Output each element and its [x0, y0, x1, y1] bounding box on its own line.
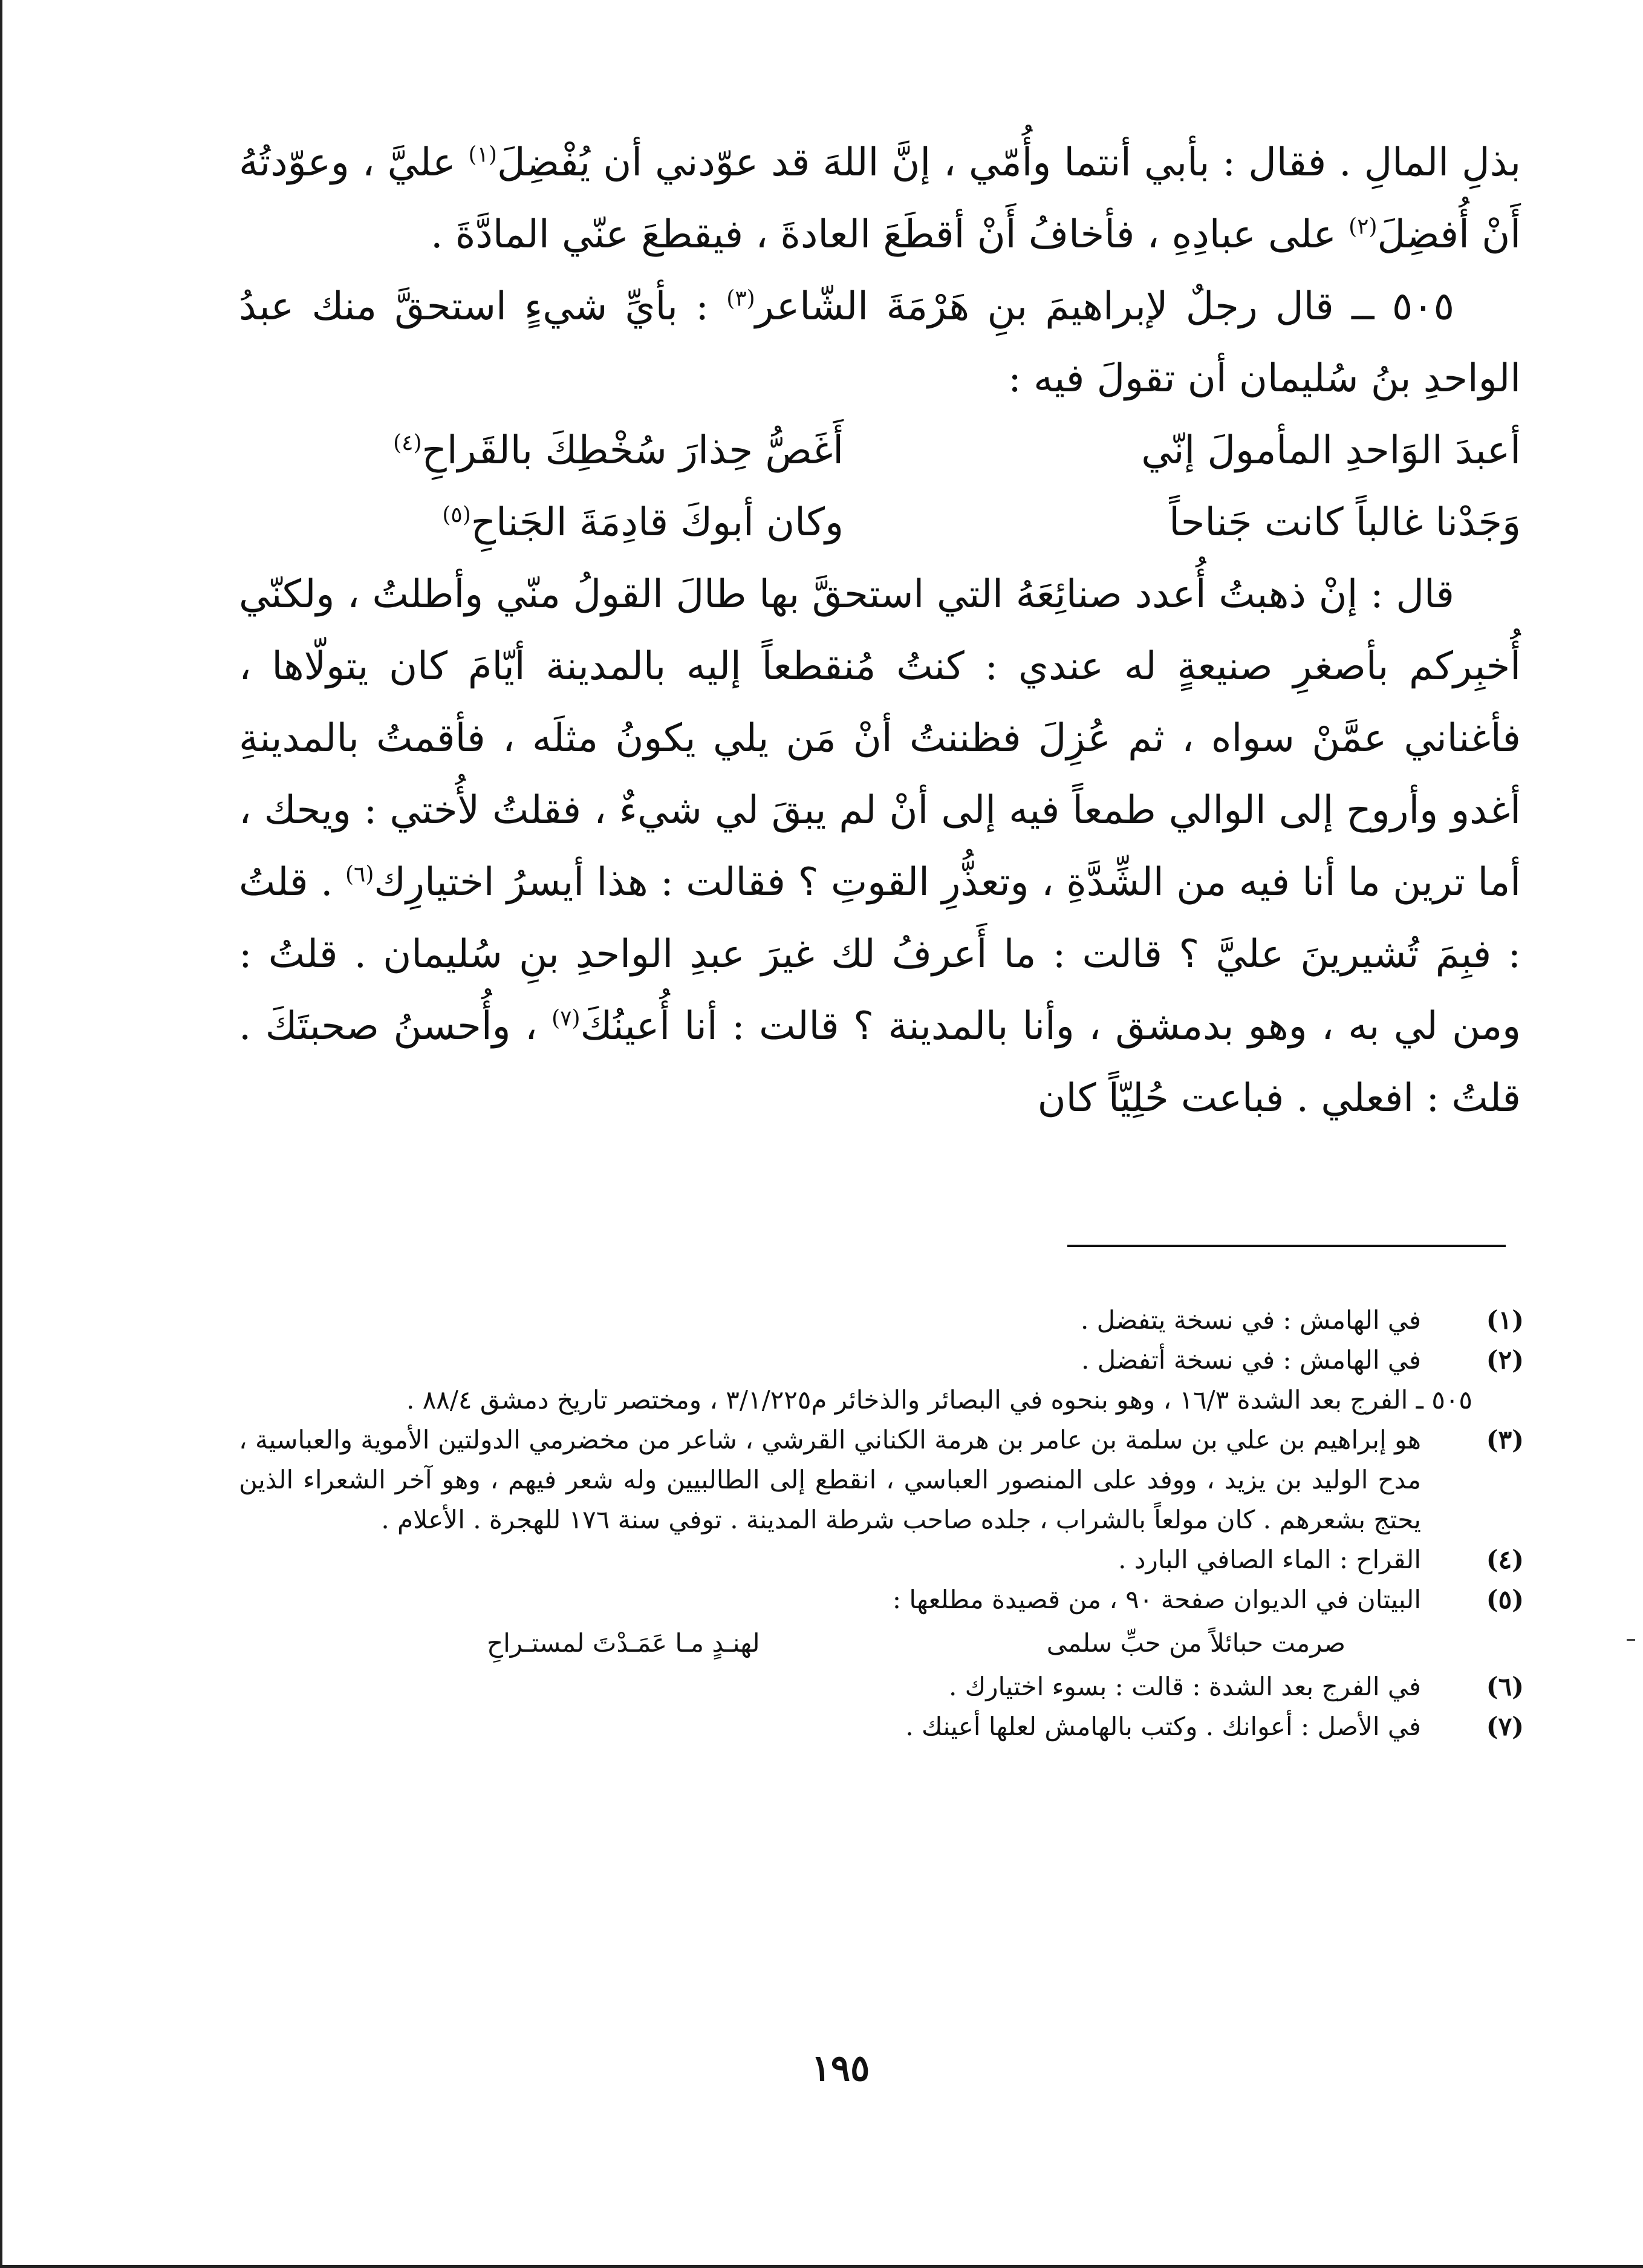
- page-number: ١٩٥: [811, 2047, 870, 2090]
- text-run: عليَّ ،: [362, 140, 456, 185]
- footnote-1: [239, 1300, 1524, 1340]
- footnote-text: في الهامش : في نسخة يتفضل .: [1080, 1305, 1421, 1335]
- verse-text: وكان أبوكَ قادِمَةَ الجَناحِ: [470, 500, 844, 545]
- main-text: [239, 127, 1521, 1135]
- paragraph-continuation: [239, 127, 1521, 271]
- footnote-ref-3[interactable]: (٣): [726, 286, 755, 311]
- footnote-text: في الهامش : في نسخة أتفضل .: [1081, 1345, 1421, 1375]
- verse-text: أعبدَ الوَاحدِ المأمولَ إنّي: [1141, 428, 1521, 473]
- footnote-text: في الأصل : أعوانك . وكتب بالهامش لعلها أعينك .: [905, 1712, 1421, 1741]
- text-run: . قلتُ : فبِمَ تُشيرينَ عليَّ ؟ قالت : ما أَعرفُ لك غيرَ عبدِ الواحدِ بنِ سُليمان . قلتُ : ومن لي به ، وهو بدمشق ، وأنا بالمدينة ؟ قالت : أنا أُعينُكَ: [239, 860, 1521, 1049]
- footnotes: [239, 1300, 1524, 1747]
- footnote-source-505: [239, 1380, 1472, 1420]
- footnote-2: [239, 1340, 1524, 1380]
- verse-hemistich: [898, 487, 1521, 559]
- text-run: عبدُ الواحدِ بنُ سُليمان أن تقولَ فيه :: [239, 284, 1521, 401]
- verse-line-2: [239, 487, 1521, 559]
- footnote-6: [239, 1667, 1524, 1707]
- footnote-5: [239, 1580, 1524, 1620]
- margin-tick: [1627, 1639, 1635, 1641]
- verse-hemistich: وكان أبوكَ قادِمَةَ الجَناحِ(٥): [239, 487, 844, 559]
- footnote-number: (٢): [1486, 1345, 1524, 1375]
- footnote-number: (٦): [1486, 1672, 1524, 1701]
- text-run: : بأيِّ شيءٍ استحقَّ منك: [311, 284, 709, 329]
- footnote-number: (٤): [1486, 1545, 1524, 1574]
- footnote-verse-hemistich: لهنـدٍ مـا عَمَـدْتَ لمستـراحِ: [487, 1628, 760, 1658]
- text-run: وعوّدتُهُ أَنْ أُفضِلَ: [239, 140, 1521, 257]
- text-run: بذلِ المالِ . فقال : بأبي أنتما وأُمّي ، إنَّ اللهَ قد عوّدني أن يُفْضِلَ: [496, 140, 1521, 185]
- verse-text: وَجَدْنا غالباً كانت جَناحاً: [1169, 500, 1521, 545]
- footnote-4: [239, 1540, 1524, 1580]
- verse-hemistich: أَغَصُّ حِذارَ سُخْطِكَ بالقَراحِ(٤): [239, 415, 844, 487]
- paragraph-story: [239, 559, 1521, 1135]
- footnote-text: القراح : الماء الصافي البارد .: [1118, 1545, 1421, 1574]
- footnote-ref-2[interactable]: (٢): [1349, 214, 1378, 240]
- text-run: ٥٠٥ ــ قال رجلٌ لإبراهيمَ بنِ هَرْمَةَ الشّاعر: [755, 284, 1455, 329]
- footnote-text: ٥٠٥ ـ الفرج بعد الشدة ١٦/٣ ، وهو بنحوه في البصائر والذخائر م٣/١/٢٢٥ ، ومختصر تاريخ دمشق ٨٨/٤ .: [406, 1385, 1472, 1415]
- footnote-ref-6[interactable]: (٦): [345, 862, 374, 887]
- footnote-3: [239, 1420, 1524, 1540]
- footnote-7: [239, 1707, 1524, 1747]
- footnote-text: هو إبراهيم بن علي بن سلمة بن عامر بن هرمة الكناني القرشي ، شاعر من مخضرمي الدولتين الأموية والعباسية ، مدح الوليد بن يزيد ، ووفد على المنصور العباسي ، انقطع إلى الطالبيين وله شعر فيهم ، وهو آخر الشعراء الذين يحتج بشعرهم . كان مولعاً بالشراب ، جلده صاحب شرطة المدينة . توفي سنة ١٧٦ للهجرة . الأعلام .: [239, 1425, 1421, 1534]
- footnote-text: في الفرج بعد الشدة : قالت : بسوء اختيارك .: [948, 1672, 1421, 1701]
- footnote-number: (١): [1486, 1305, 1524, 1335]
- footnote-number: (٥): [1486, 1585, 1524, 1614]
- text-run: ، وأُحسنُ صحبتَكَ . قلتُ : افعلي . فباعت حُلِيّاً كان: [239, 1004, 1521, 1121]
- footnote-ref-1[interactable]: (١): [468, 142, 497, 168]
- paragraph-505: [239, 271, 1521, 415]
- footnote-verse-hemistich: صرمت حبائلاً من حبِّ سلمى: [1046, 1628, 1345, 1658]
- footnote-verse: [487, 1623, 1345, 1663]
- footnote-text: البيتان في الديوان صفحة ٩٠ ، من قصيدة مطلعها :: [892, 1585, 1421, 1614]
- footnote-separator: [1067, 1245, 1506, 1247]
- text-run: قال : إنْ ذهبتُ أُعدد صنائِعَهُ التي استحقَّ بها طالَ القولُ منّي وأطلتُ ، ولكنّي أُخبِركم بأصغرِ صنيعةٍ له عندي : كنتُ مُنقطعاً إليه بالمدينة أيّامَ كان يتولّاها ، فأغناني عمَّنْ سواه ، ثم عُزِلَ فظننتُ أنْ مَن يلي يكونُ مثلَه ، فأقمتُ بالمدينةِ أغدو وأروح إلى الوالي طمعاً فيه إلى أنْ لم يبقَ لي شيءٌ ، فقلتُ لأُختي : ويحك ، أما ترين ما أنا فيه من الشِّدَّةِ ، وتعذُّرِ القوتِ ؟ فقالت : هذا أيسرُ اختيارِك: [239, 572, 1521, 905]
- footnote-number: (٧): [1486, 1712, 1524, 1741]
- footnote-number: (٣): [1486, 1425, 1524, 1455]
- text-run: على عبادِهِ ، فأخافُ أَنْ أقطَعَ العادةَ ، فيقطعَ عنّي المادَّةَ .: [431, 212, 1336, 257]
- footnote-ref-7[interactable]: (٧): [551, 1006, 581, 1031]
- verse-hemistich: [898, 415, 1521, 487]
- verse-text: أَغَصُّ حِذارَ سُخْطِكَ بالقَراحِ: [421, 428, 844, 473]
- verse-line-1: [239, 415, 1521, 487]
